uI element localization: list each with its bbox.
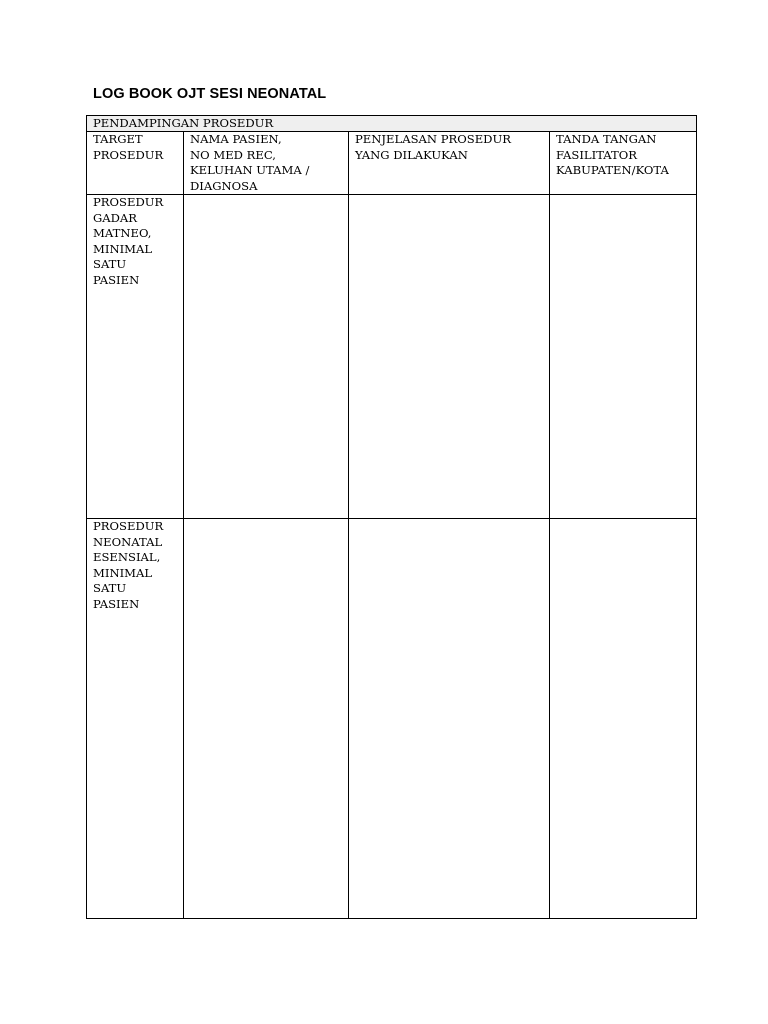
header-penjelasan-prosedur: PENJELASAN PROSEDUR YANG DILAKUKAN: [349, 132, 550, 195]
signature-cell[interactable]: [550, 195, 697, 519]
explanation-cell[interactable]: [349, 195, 550, 519]
section-header-cell: PENDAMPINGAN PROSEDUR: [87, 116, 697, 132]
patient-cell[interactable]: [184, 195, 349, 519]
header-nama-pasien: NAMA PASIEN, NO MED REC, KELUHAN UTAMA / DIAGNOSA: [184, 132, 349, 195]
logbook-table: [86, 115, 697, 919]
signature-cell[interactable]: [550, 519, 697, 919]
table-row: [87, 519, 697, 919]
document-title: LOG BOOK OJT SESI NEONATAL: [93, 86, 327, 102]
patient-cell[interactable]: [184, 519, 349, 919]
target-cell-neonatal-esensial: PROSEDUR NEONATAL ESENSIAL, MINIMAL SATU PASIEN: [87, 519, 184, 919]
header-tanda-tangan: TANDA TANGAN FASILITATOR KABUPATEN/KOTA: [550, 132, 697, 195]
target-cell-gadar-matneo: PROSEDUR GADAR MATNEO, MINIMAL SATU PASIEN: [87, 195, 184, 519]
explanation-cell[interactable]: [349, 519, 550, 919]
column-header-row: [87, 132, 697, 195]
section-header-row: [87, 116, 697, 132]
header-target-prosedur: TARGET PROSEDUR: [87, 132, 184, 195]
table-row: [87, 195, 697, 519]
